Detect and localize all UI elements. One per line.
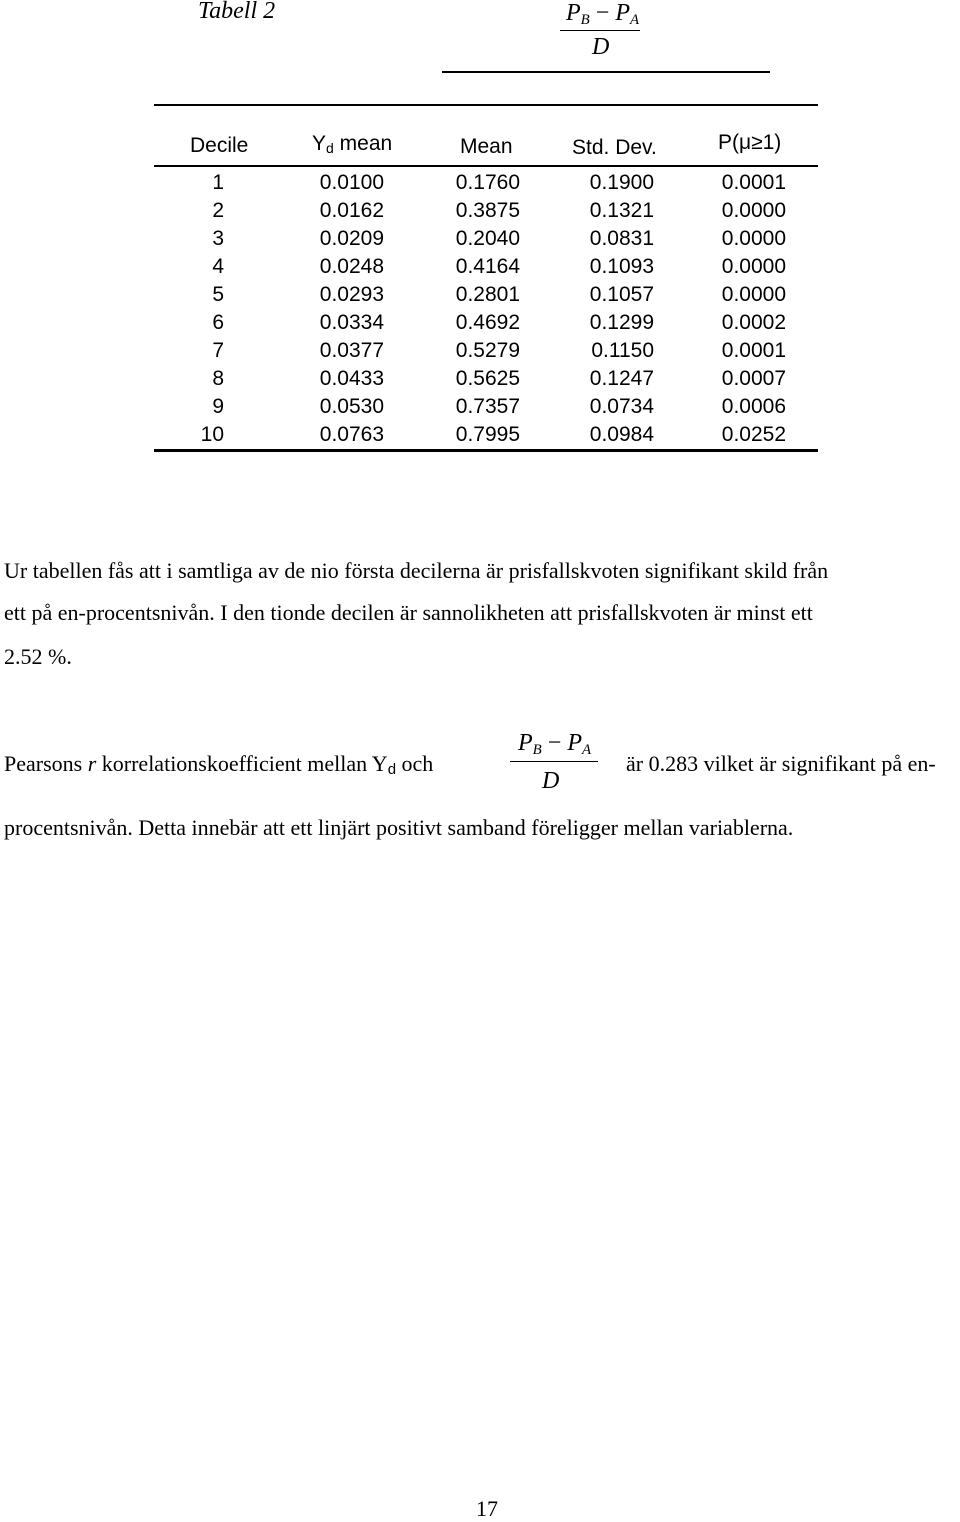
cell-mean: 0.5279 [455, 339, 520, 362]
cell-yd-mean: 0.0162 [319, 199, 384, 222]
table-row [154, 255, 818, 283]
cell-yd-mean: 0.0209 [319, 227, 384, 250]
table-caption: Tabell 2 [198, 0, 276, 24]
cell-std-dev: 0.1247 [589, 367, 654, 390]
cell-yd-mean: 0.0334 [319, 311, 384, 334]
cell-probability: 0.0006 [721, 395, 786, 418]
cell-std-dev: 0.1093 [589, 255, 654, 278]
cell-mean: 0.2801 [455, 283, 520, 306]
header-decile: Decile [190, 134, 249, 157]
cell-decile: 7 [212, 339, 224, 362]
table-bottom-rule [154, 449, 818, 452]
cell-probability: 0.0001 [721, 171, 786, 194]
cell-decile: 2 [212, 199, 224, 222]
cell-decile: 6 [212, 311, 224, 334]
table-row [154, 199, 818, 227]
cell-std-dev: 0.1150 [591, 339, 654, 362]
table-row [154, 171, 818, 199]
table-header-rule [154, 165, 818, 167]
table-row [154, 311, 818, 339]
correlation-sentence-start: Pearsons r korrelationskoefficient mellan $Y_d$ och [4, 751, 434, 778]
header-probability: P(μ≥1) [718, 131, 782, 154]
cell-yd-mean: 0.0530 [319, 395, 384, 418]
fraction-denominator: D [542, 768, 560, 794]
cell-std-dev: 0.1299 [589, 311, 654, 334]
table-row [154, 395, 818, 423]
cell-probability: 0.0000 [721, 255, 786, 278]
header-mean: Mean [460, 135, 513, 158]
cell-yd-mean: 0.0100 [319, 171, 384, 194]
cell-yd-mean: 0.0248 [319, 255, 384, 278]
cell-mean: 0.1760 [455, 171, 520, 194]
cell-mean: 0.4164 [455, 255, 520, 278]
cell-std-dev: 0.1057 [589, 283, 654, 306]
inline-fraction [510, 730, 606, 800]
cell-std-dev: 0.1321 [589, 199, 654, 222]
heading-fraction [560, 0, 650, 64]
cell-mean: 0.5625 [455, 367, 520, 390]
cell-decile: 9 [212, 395, 224, 418]
cell-yd-mean: 0.0377 [319, 339, 384, 362]
fraction-bar [510, 761, 598, 762]
paragraph-line: ett på en-procentsnivån. I den tionde decilen är sannolikheten att prisfallskvoten är minst ett [4, 600, 813, 625]
cell-probability: 0.0002 [721, 311, 786, 334]
paragraph-line: Ur tabellen fås att i samtliga av de nio första decilerna är prisfallskvoten signifikant skild från [4, 558, 829, 583]
cell-yd-mean: 0.0763 [319, 423, 384, 446]
cell-std-dev: 0.1900 [589, 171, 654, 194]
cell-decile: 4 [212, 255, 224, 278]
paragraph-line: 2.52 %. [4, 644, 72, 669]
cell-mean: 0.7357 [455, 395, 520, 418]
cell-mean: 0.2040 [455, 227, 520, 250]
table-row [154, 339, 818, 367]
cell-decile: 1 [212, 171, 224, 194]
table-top-rule [154, 104, 818, 106]
cell-std-dev: 0.0734 [589, 395, 654, 418]
header-yd-mean: $Y_d$ mean [312, 132, 393, 156]
cell-probability: 0.0000 [721, 199, 786, 222]
cell-probability: 0.0000 [721, 227, 786, 250]
cell-mean: 0.4692 [455, 311, 520, 334]
table-row [154, 283, 818, 311]
fraction-bar [560, 30, 640, 31]
cell-probability: 0.0252 [721, 423, 786, 446]
table-row [154, 227, 818, 255]
correlation-sentence-end: är 0.283 vilket är signifikant på en- [626, 751, 936, 776]
cell-probability: 0.0000 [721, 283, 786, 306]
fraction-numerator: $P_B - P_A$ [566, 0, 640, 28]
cell-yd-mean: 0.0433 [319, 367, 384, 390]
fraction-denominator: D [592, 34, 610, 60]
cell-probability: 0.0007 [721, 367, 786, 390]
fraction-numerator: $P_B - P_A$ [518, 730, 592, 758]
cell-std-dev: 0.0831 [589, 227, 654, 250]
cell-decile: 10 [200, 423, 224, 446]
cell-probability: 0.0001 [721, 339, 786, 362]
table-row [154, 423, 818, 451]
cell-decile: 8 [212, 367, 224, 390]
paragraph-line: procentsnivån. Detta innebär att ett linjärt positivt samband föreligger mellan variablerna. [4, 815, 794, 840]
cell-mean: 0.3875 [455, 199, 520, 222]
cell-mean: 0.7995 [455, 423, 520, 446]
cell-std-dev: 0.0984 [589, 423, 654, 446]
cell-yd-mean: 0.0293 [319, 283, 384, 306]
cell-decile: 5 [212, 283, 224, 306]
header-std-dev: Std. Dev. [572, 136, 657, 159]
heading-rule [442, 71, 770, 73]
cell-decile: 3 [212, 227, 224, 250]
page-number: 17 [476, 1496, 498, 1521]
table-row [154, 367, 818, 395]
